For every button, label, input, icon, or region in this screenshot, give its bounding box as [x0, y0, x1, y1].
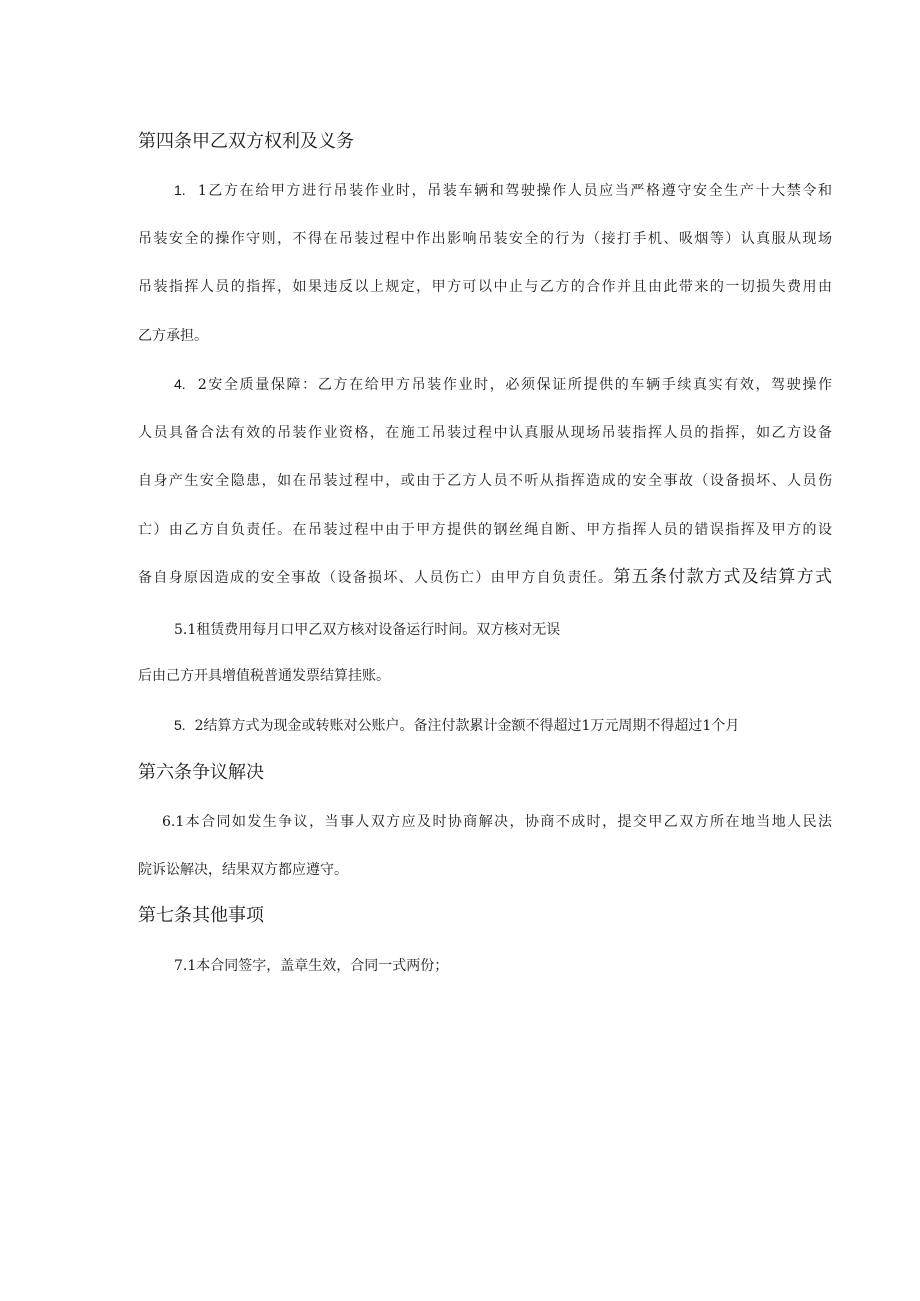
article-5-p2-number: 5.	[174, 717, 186, 733]
article-4-p1-number: 1.	[174, 182, 186, 198]
article-4-p1-line-3: 吊装指挥人员的指挥，如果违反以上规定，甲方可以中止与乙方的合作并且由此带来的一切损失费用由	[138, 279, 832, 295]
article-6-p1-line-1: 6.1本合同如发生争议，当事人双方应及时协商解决，协商不成时，提交甲乙双方所在地当地人民法	[162, 814, 832, 830]
article-4-p2-line-4: 亡）由乙方自负责任。在吊装过程中由于甲方提供的钢丝绳自断、甲方指挥人员的错误指挥及甲方的设	[138, 522, 832, 538]
article-5-p1-line-1: 5.1租赁费用每月口甲乙双方核对设备运行时间。双方核对无误	[174, 622, 561, 638]
article-4-p2-line-2: 人员具备合法有效的吊装作业资格，在施工吊装过程中认真服从现场吊装指挥人员的指挥，如乙方设备	[138, 425, 832, 441]
article-4-p2-number: 4.	[174, 376, 186, 392]
article-5-p2-line-1: 5. 2结算方式为现金或转账对公账户。备注付款累计金额不得超过1万元周期不得超过1个月	[174, 717, 740, 734]
article-5-p1-line-2: 后由己方开具增值税普通发票结算挂账。	[138, 668, 390, 684]
article-6-heading: 第六条争议解决	[138, 762, 264, 783]
article-4-p2-line-1: 4. 2安全质量保障：乙方在给甲方吊装作业时，必须保证所提供的车辆手续真实有效，驾驶操作	[174, 376, 833, 393]
article-7-p1-line-1: 7.1本合同签字，盖章生效，合同一式两份；	[174, 958, 449, 974]
article-4-p1-line-1: 1. 1乙方在给甲方进行吊装作业时，吊装车辆和驾驶操作人员应当严格遵守安全生产十大禁令和	[174, 182, 833, 199]
article-5-heading: 第五条付款方式及结算方式	[613, 567, 833, 587]
article-4-p2-line-3: 自身产生安全隐患，如在吊装过程中，或由于乙方人员不听从指挥造成的安全事故（设备损坏、人员伤	[138, 473, 832, 489]
article-4-p2-line-5: 备自身原因造成的安全事故（设备损坏、人员伤亡）由甲方自负责任。第五条付款方式及结算方式	[138, 567, 833, 587]
article-7-heading: 第七条其他事项	[138, 905, 264, 926]
article-4-heading: 第四条甲乙双方权利及义务	[138, 131, 354, 152]
article-4-p1-line-4: 乙方承担。	[138, 328, 208, 344]
article-4-p1-line-2: 吊装安全的操作守则，不得在吊装过程中作出影响吊装安全的行为（接打手机、吸烟等）认真服从现场	[138, 231, 832, 247]
article-6-p1-line-2: 院诉讼解决，结果双方都应遵守。	[138, 862, 348, 878]
